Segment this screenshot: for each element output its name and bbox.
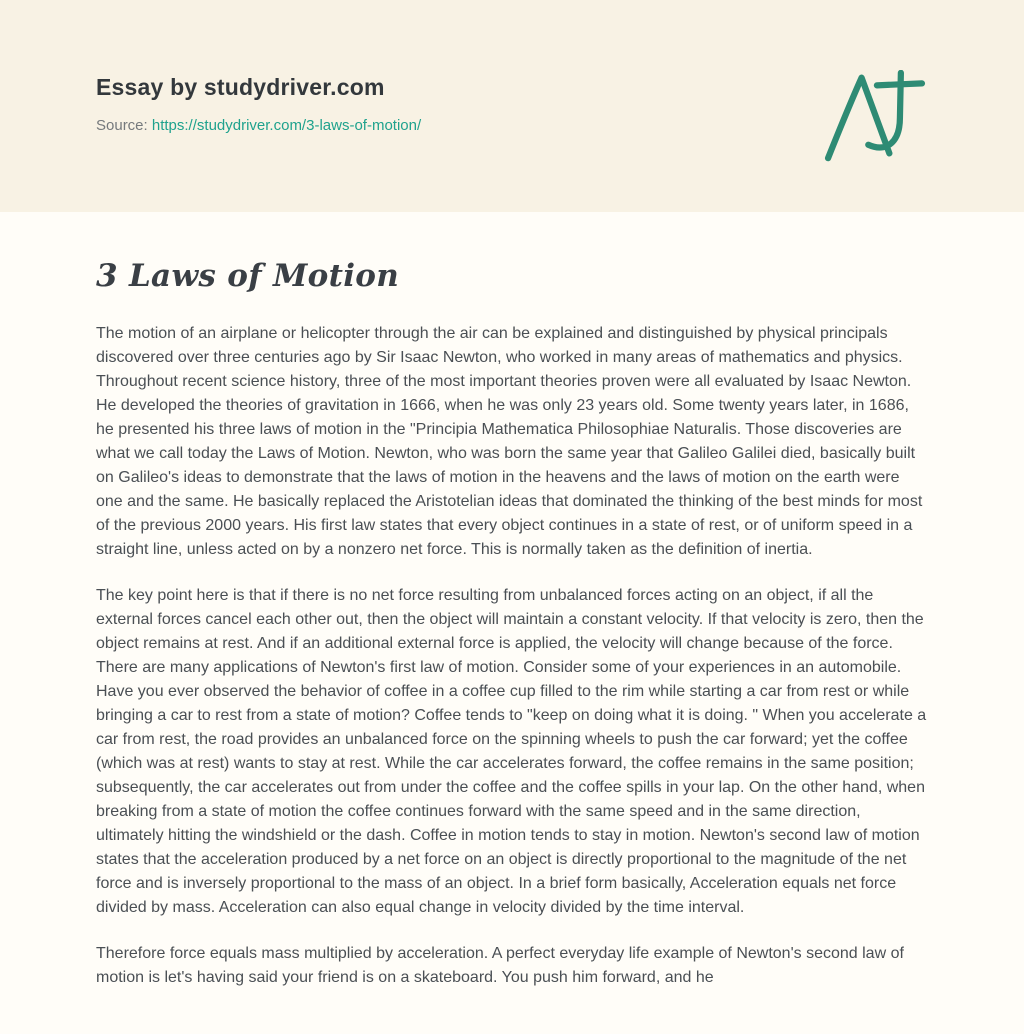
essay-content (0, 212, 1024, 990)
header-text-block (96, 74, 421, 134)
source-line (96, 117, 421, 134)
essay-title: 3 Laws of Motion (96, 258, 400, 294)
source-label: Source: (96, 117, 148, 134)
essay-paragraph-3: Therefore force equals mass multiplied by acceleration. A perfect everyday life example of Newton's second law of motion is let's having said your friend is on a skateboard. You push him forward, and he (96, 945, 904, 986)
essay-paragraph-2: The key point here is that if there is no net force resulting from unbalanced forces acting on an object, if all the external forces cancel each other out, then the object will maintain a constant velocity. If that velocity is zero, then the object remains at rest. And if an additional external force is applied, the velocity will change because of the force. There are many applications of Newton's first law of motion. Consider some of your experiences in an automobile. Have you ever observed the behavior of coffee in a coffee cup filled to the rim while starting a car from rest or while bringing a car to rest from a state of motion? Coffee tends to "keep on doing what it is doing. " When you accelerate a car from rest, the road provides an unbalanced force on the spinning wheels to push the car forward; yet the coffee (which was at rest) wants to stay at rest. While the car accelerates forward, the coffee remains in the same position; subsequently, the car accelerates out from under the coffee and the coffee spills in your lap. On the other hand, when breaking from a state of motion the coffee continues forward with the same speed and in the same direction, ultimately hitting the windshield or the dash. Coffee in motion tends to stay in motion. Newton's second law of motion states that the acceleration produced by a net force on an object is directly proportional to the magnitude of the net force and is inversely proportional to the mass of an object. In a brief form basically, Acceleration equals net force divided by mass. Acceleration can also equal change in velocity divided by the time interval. (96, 587, 927, 916)
essay-paragraph-1: The motion of an airplane or helicopter through the air can be explained and distinguished by physical principals discovered over three centuries ago by Sir Isaac Newton, who worked in many areas of mathematics and physics. Throughout recent science history, three of the most important theories proven were all evaluated by Isaac Newton. He developed the theories of gravitation in 1666, when he was only 23 years old. Some twenty years later, in 1686, he presented his three laws of motion in the "Principia Mathematica Philosophiae Naturalis. Those discoveries are what we call today the Laws of Motion. Newton, who was born the same year that Galileo Galilei died, basically built on Galileo's ideas to demonstrate that the laws of motion in the heavens and the laws of motion on the earth were one and the same. He basically replaced the Aristotelian ideas that dominated the thinking of the best minds for most of the previous 2000 years. His first law states that every object continues in a state of rest, or of uniform speed in a straight line, unless acted on by a nonzero net force. This is normally taken as the definition of inertia. (96, 325, 923, 558)
document-header (0, 0, 1024, 212)
studydriver-logo (822, 70, 928, 162)
header-title: Essay by studydriver.com (96, 74, 385, 100)
source-link[interactable]: https://studydriver.com/3-laws-of-motion/ (151, 117, 422, 134)
aj-monogram-icon (822, 70, 928, 162)
